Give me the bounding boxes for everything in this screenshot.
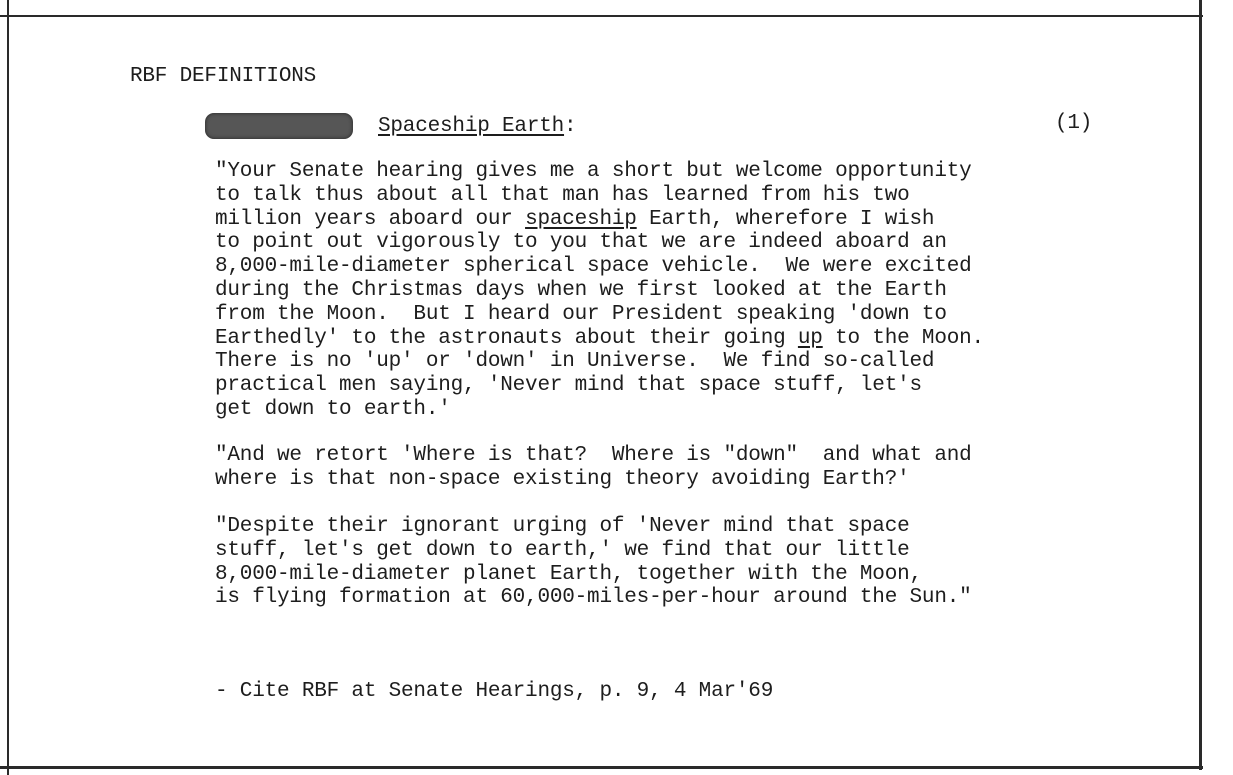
redaction-mark: [205, 113, 353, 139]
quote-line: to point out vigorously to you that we are indeed aboard an: [215, 231, 947, 255]
citation: - Cite RBF at Senate Hearings, p. 9, 4 Mar'69: [215, 680, 774, 703]
quote-line: "Despite their ignorant urging of 'Never mind that space: [215, 515, 910, 538]
entry-number: (1): [1055, 112, 1093, 135]
term-colon: :: [564, 115, 577, 138]
quote-line: 8,000-mile-diameter spherical space vehicle. We were excited: [215, 255, 972, 279]
quote-line: from the Moon. But I heard our President speaking 'down to: [215, 302, 947, 326]
quote-line: "Your Senate hearing gives me a short but welcome opportunity: [215, 160, 972, 183]
quote-line: stuff, let's get down to earth,' we find that our little: [215, 538, 910, 562]
quote-line: to the Moon.: [822, 326, 984, 350]
quote-line: practical men saying, 'Never mind that space stuff, let's: [215, 374, 922, 398]
term-heading: [378, 115, 576, 139]
quote-line: during the Christmas days when we first looked at the Earth: [215, 278, 947, 302]
left-border-line: [7, 0, 9, 775]
term-title: Spaceship Earth: [378, 115, 565, 138]
quote-paragraph-1: [215, 160, 984, 422]
quote-paragraph-2: [215, 444, 972, 492]
quote-line: There is no 'up' or 'down' in Universe. We find so-called: [215, 350, 935, 374]
quote-line: to talk thus about all that man has learned from his two: [215, 183, 910, 207]
top-border-line: [0, 15, 1203, 17]
bottom-border-line: [0, 766, 1203, 769]
quote-line: "And we retort 'Where is that? Where is "down" and what and: [215, 444, 972, 467]
underlined-word-up: up: [797, 326, 823, 350]
right-border-line: [1199, 0, 1202, 770]
section-title: RBF DEFINITIONS: [130, 65, 317, 88]
quote-paragraph-3: [215, 515, 972, 610]
underlined-word-spaceship: spaceship: [525, 207, 637, 231]
quote-line: million years aboard our: [215, 207, 526, 231]
quote-line: is flying formation at 60,000-miles-per-hour around the Sun.": [215, 586, 972, 610]
quote-line: Earthedly' to the astronauts about their going: [215, 326, 798, 350]
quote-line: Earth, wherefore I wish: [636, 207, 935, 231]
quote-line: 8,000-mile-diameter planet Earth, together with the Moon,: [215, 562, 922, 586]
quote-line: where is that non-space existing theory avoiding Earth?': [215, 467, 910, 491]
quote-line: get down to earth.': [215, 397, 451, 421]
